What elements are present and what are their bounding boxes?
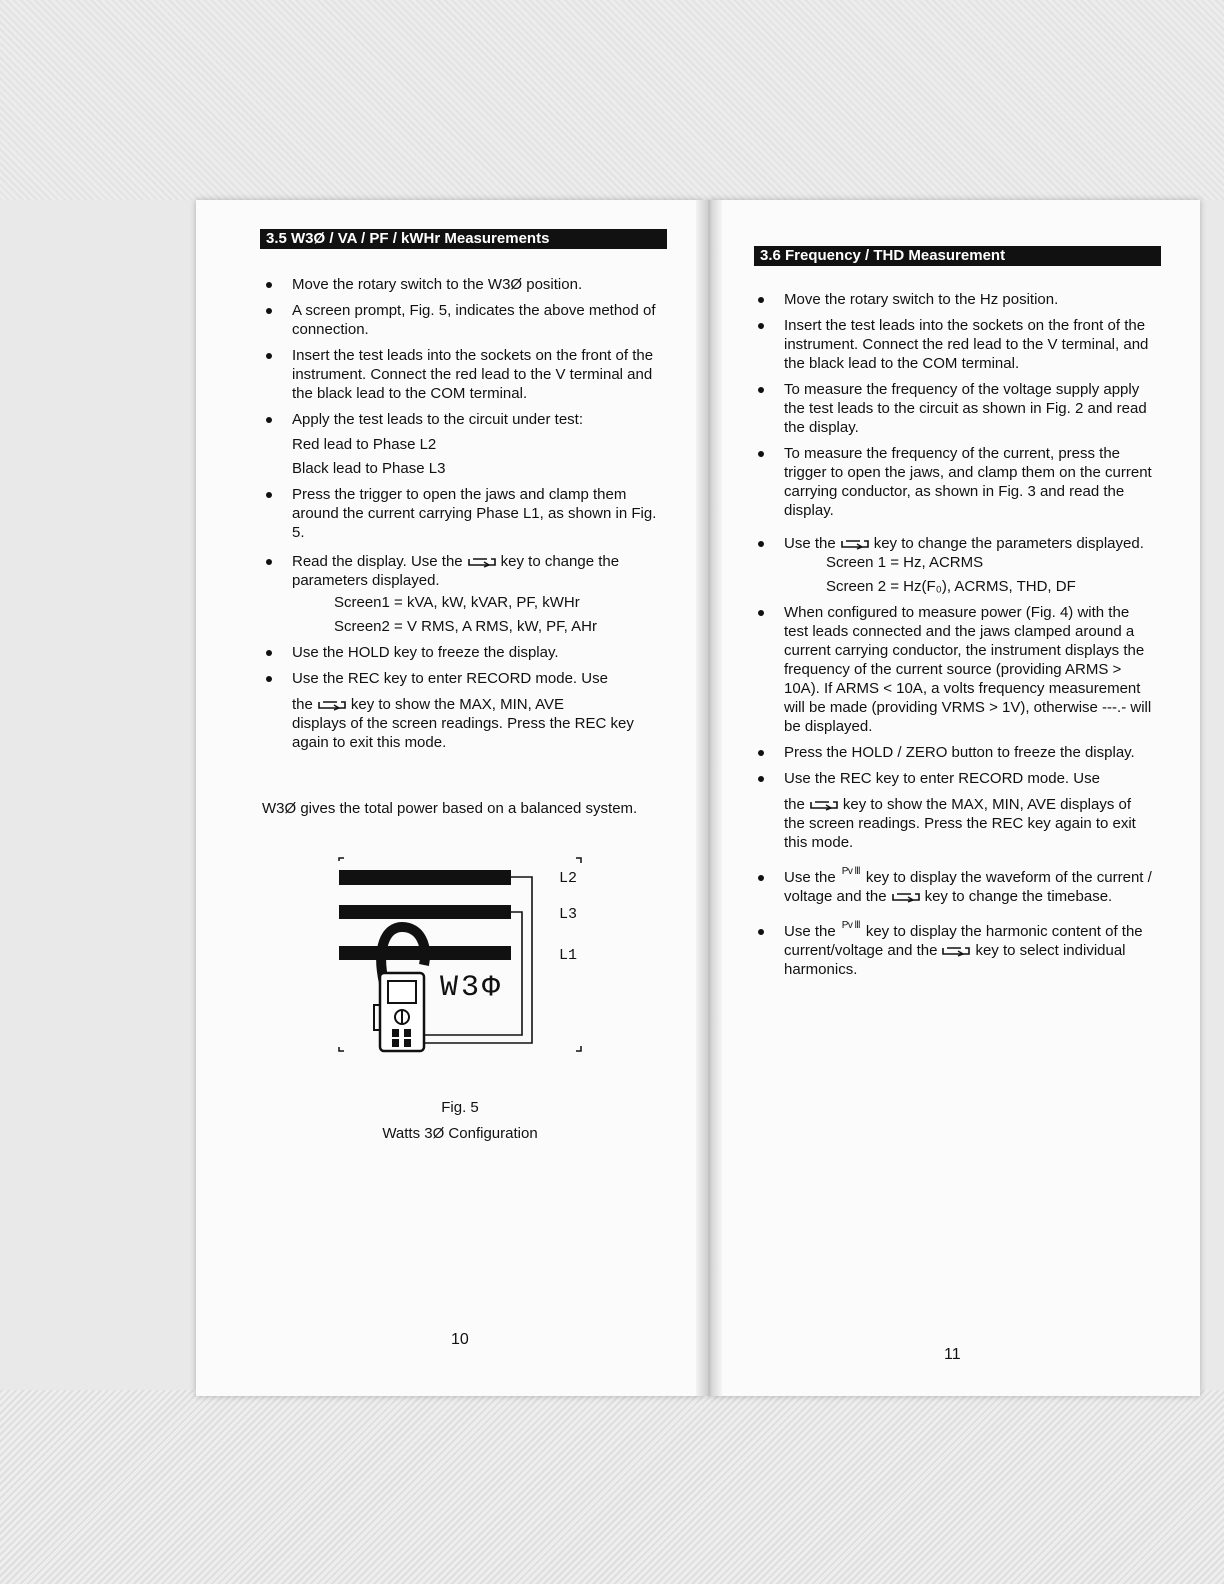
waveform-key-icon: Pv lll — [841, 866, 860, 877]
list-item: Move the rotary switch to the Hz position. — [754, 290, 1156, 309]
list-item: When configured to measure power (Fig. 4) with the test leads connected and the jaws clamped around a current carrying conductor, the instrument displays the frequency of the current source (providing ARMS > 10A). If ARMS < 10A, a volts frequency measurement will be made (providing VRMS > 1V), otherwise ---.- will be displayed. — [754, 603, 1156, 736]
list-item: Read the display. Use the key to change the parameters displayed. Screen1 = kVA, kW, kVAR, PF, kWHr Screen2 = V RMS, A RMS, kW, PF, AHr — [262, 552, 662, 636]
scan-background-top — [0, 0, 1224, 200]
cycle-key-icon — [840, 538, 870, 550]
list-item: Use the Pv lll key to display the waveform of the current / voltage and the key to change the timebase. — [754, 868, 1156, 906]
list-item: Use the REC key to enter RECORD mode. Use the key to show the MAX, MIN, AVE displays of the screen readings. Press the REC key again to exit this mode. — [262, 669, 662, 752]
list-item: A screen prompt, Fig. 5, indicates the above method of connection. — [262, 301, 662, 339]
label-l3: L3 — [559, 906, 578, 923]
list-item: Move the rotary switch to the W3Ø position. — [262, 275, 662, 294]
cycle-key-icon — [891, 891, 921, 903]
list-item: Press the HOLD / ZERO button to freeze the display. — [754, 743, 1156, 762]
cycle-key-icon — [467, 556, 497, 568]
page-number-left: 10 — [451, 1331, 469, 1348]
list-item: Insert the test leads into the sockets on the front of the instrument. Connect the red lead to the V terminal and the black lead to the COM terminal. — [262, 346, 662, 403]
left-bullet-list — [262, 275, 662, 759]
page-number-right: 11 — [944, 1346, 961, 1363]
label-l2: L2 — [559, 870, 578, 887]
list-item: Use the HOLD key to freeze the display. — [262, 643, 662, 662]
label-l1: L1 — [559, 947, 578, 964]
fig5-display-text: W3Φ — [440, 971, 504, 1005]
right-bullet-list — [754, 290, 1156, 986]
conductor-l3 — [339, 905, 511, 919]
list-item: Apply the test leads to the circuit under test: Red lead to Phase L2 Black lead to Phase L3 — [262, 410, 662, 478]
balanced-system-note: W3Ø gives the total power based on a balanced system. — [262, 800, 638, 817]
conductor-l2 — [339, 870, 511, 885]
scan-background-bottom — [0, 1390, 1224, 1584]
fig5-caption — [340, 1095, 580, 1147]
section-heading-3-6: 3.6 Frequency / THD Measurement — [754, 246, 1161, 266]
harmonic-key-icon: Pv lll — [841, 920, 860, 931]
book-gutter — [696, 200, 722, 1396]
fig5-diagram — [336, 855, 596, 1060]
list-item: To measure the frequency of the voltage supply apply the test leads to the circuit as shown in Fig. 2 and read the display. — [754, 380, 1156, 437]
fig5-caption-title: Watts 3Ø Configuration — [382, 1125, 538, 1142]
cycle-key-icon — [941, 945, 971, 957]
fig5-caption-number: Fig. 5 — [441, 1099, 479, 1116]
cycle-key-icon — [317, 699, 347, 711]
list-item: Use the Pv lll key to display the harmonic content of the current/voltage and the key to select individual harmonics. — [754, 922, 1156, 979]
section-heading-3-5: 3.5 W3Ø / VA / PF / kWHr Measurements — [260, 229, 667, 249]
list-item: Use the REC key to enter RECORD mode. Use the key to show the MAX, MIN, AVE displays of the screen readings. Press the REC key again to exit this mode. — [754, 769, 1156, 852]
list-item: To measure the frequency of the current, press the trigger to open the jaws, and clamp them on the current carrying conductor, as shown in Fig. 3 and read the display. — [754, 444, 1156, 520]
list-item: Insert the test leads into the sockets on the front of the instrument. Connect the red lead to the V terminal, and the black lead to the COM terminal. — [754, 316, 1156, 373]
cycle-key-icon — [809, 799, 839, 811]
list-item: Press the trigger to open the jaws and clamp them around the current carrying Phase L1, as shown in Fig. 5. — [262, 485, 662, 542]
list-item: Use the key to change the parameters displayed. Screen 1 = Hz, ACRMS Screen 2 = Hz(F₀), ACRMS, THD, DF — [754, 534, 1156, 596]
